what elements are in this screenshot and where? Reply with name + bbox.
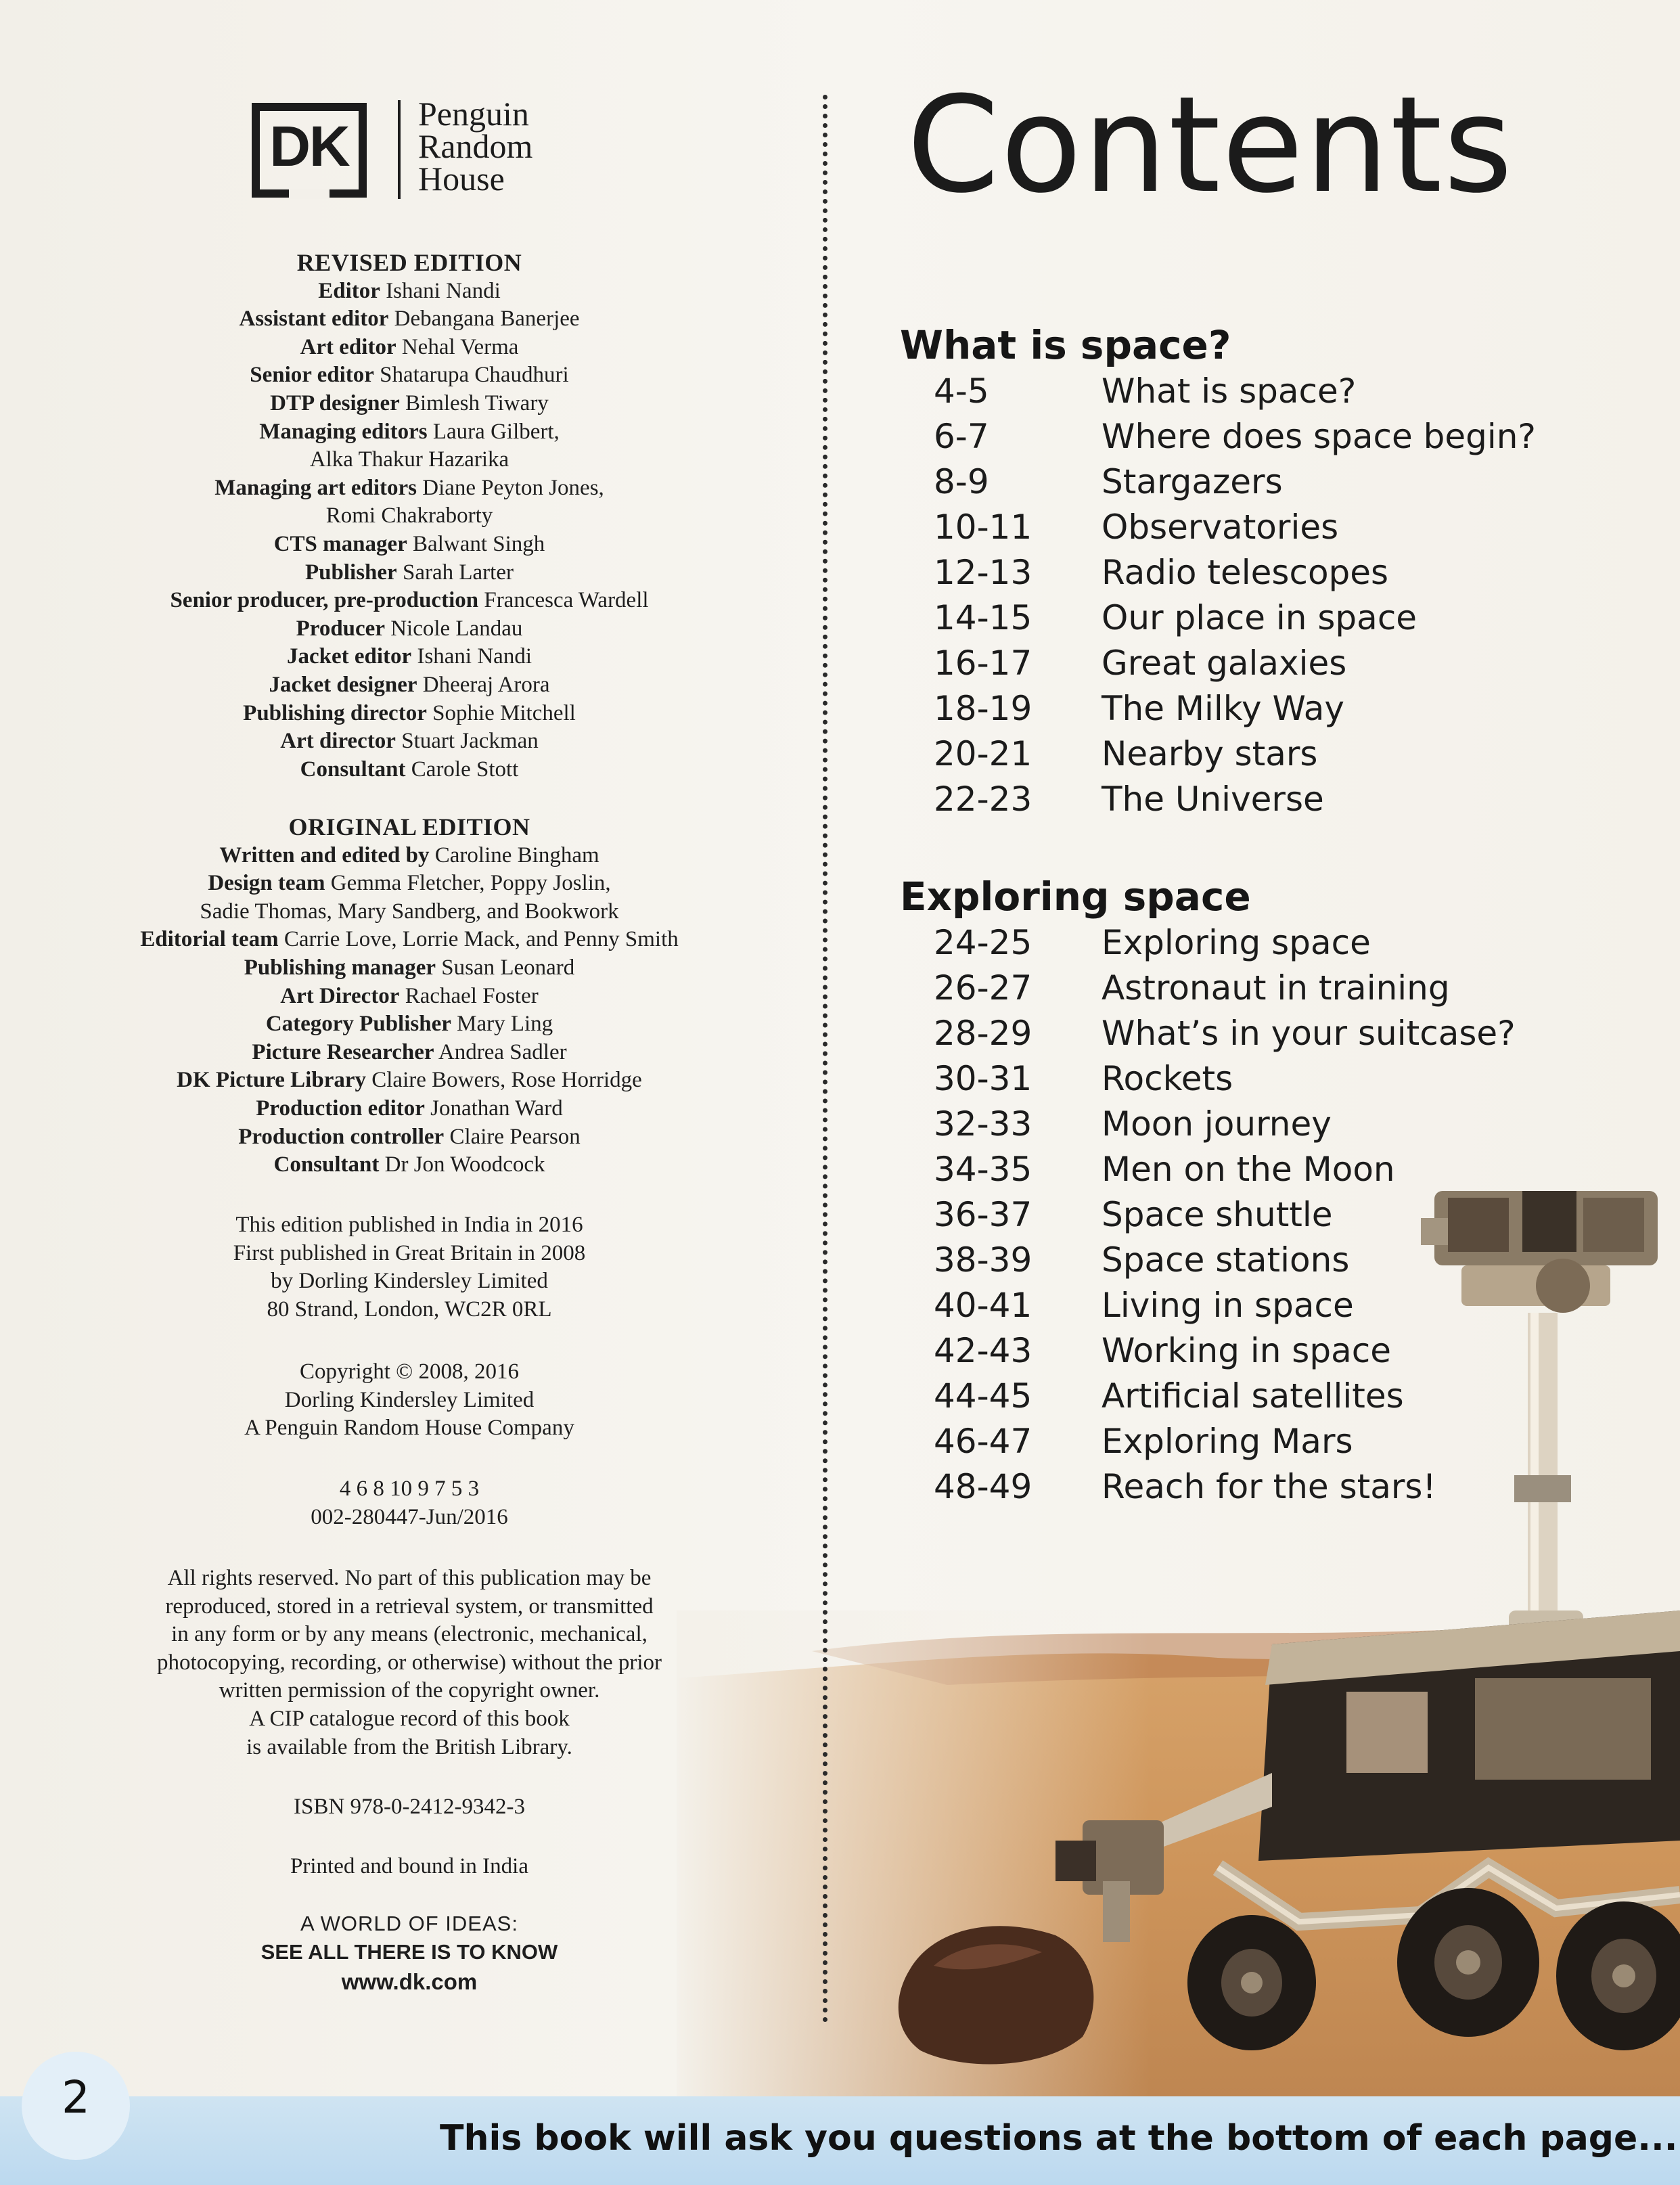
contents-title: Contents — [907, 68, 1514, 223]
toc-page-range: 24-25 — [934, 923, 1032, 962]
toc-entry[interactable] — [900, 369, 1357, 414]
toc-page-range: 12-13 — [934, 553, 1032, 592]
credit-name: Stuart Jackman — [401, 729, 539, 754]
toc-page-range: 32-33 — [934, 1104, 1032, 1144]
credit-role: Production controller — [238, 1124, 445, 1149]
credit-line — [61, 1066, 758, 1095]
credit-name: Susan Leonard — [441, 955, 575, 980]
credit-name: Carrie Love, Lorrie Mack, and Penny Smith — [283, 927, 679, 952]
credit-name: Jonathan Ward — [430, 1096, 563, 1121]
toc-entry-title: Nearby stars — [1102, 734, 1318, 773]
credit-role: DK Picture Library — [177, 1068, 366, 1093]
credit-line — [61, 418, 758, 447]
toc-page-range: 40-41 — [934, 1286, 1032, 1325]
toc-entry[interactable] — [900, 1283, 1354, 1328]
print-line-number: 4 6 8 10 9 7 5 3 — [339, 1477, 480, 1501]
toc-page-range: 20-21 — [934, 734, 1032, 773]
credit-name: Nicole Landau — [390, 616, 523, 641]
credit-name: Mary Ling — [457, 1012, 553, 1037]
credit-line — [61, 842, 758, 870]
credit-name: Shatarupa Chaudhuri — [380, 363, 569, 388]
toc-page-range: 36-37 — [934, 1195, 1032, 1234]
toc-page-range: 46-47 — [934, 1422, 1032, 1461]
credit-role: Jacket designer — [269, 672, 417, 697]
credit-line — [61, 954, 758, 983]
toc-entry-title: Space stations — [1102, 1240, 1350, 1280]
credit-name: Sophie Mitchell — [432, 700, 576, 725]
credit-name: Ishani Nandi — [417, 644, 532, 669]
credit-name: Caroline Bingham — [434, 842, 599, 868]
copyright-line: Copyright © 2008, 2016 — [300, 1359, 519, 1384]
credit-line — [61, 671, 758, 700]
print-codes — [61, 1475, 758, 1531]
rights-line: is available from the British Library. — [246, 1734, 572, 1759]
publisher-logo — [252, 89, 631, 204]
credit-name: Sarah Larter — [402, 560, 514, 585]
credit-name: Rachael Foster — [405, 983, 539, 1008]
credit-name: Dheeraj Arora — [422, 672, 550, 697]
original-edition-credits — [61, 813, 758, 1179]
toc-page-range: 48-49 — [934, 1467, 1032, 1506]
credit-name: Claire Pearson — [449, 1124, 581, 1149]
credit-role: Senior producer, pre-production — [170, 588, 479, 613]
toc-entry[interactable] — [900, 731, 1318, 777]
rights-line: reproduced, stored in a retrieval system, or transmitted — [165, 1594, 654, 1619]
credit-role: Written and edited by — [219, 842, 430, 868]
toc-page-range: 26-27 — [934, 968, 1032, 1008]
toc-page-range: 14-15 — [934, 598, 1032, 637]
credit-name: Claire Bowers, Rose Horridge — [371, 1068, 642, 1093]
credit-name: Nehal Verma — [401, 334, 519, 359]
question-banner-text: This book will ask you questions at the bottom of each page... — [440, 2118, 1678, 2159]
credit-line — [61, 643, 758, 671]
toc-section-what-is-space — [900, 321, 1536, 822]
rights-line: photocopying, recording, or otherwise) without the prior — [157, 1650, 662, 1675]
printed-in: Printed and bound in India — [290, 1854, 528, 1878]
credit-line — [61, 502, 758, 531]
toc-entry[interactable] — [900, 550, 1389, 595]
toc-entry[interactable] — [900, 505, 1339, 550]
credit-name: Bimlesh Tiwary — [405, 390, 549, 415]
toc-entry[interactable] — [900, 1328, 1391, 1374]
publication-info — [61, 1211, 758, 1324]
credit-role: Picture Researcher — [252, 1039, 434, 1064]
toc-entry-title: Where does space begin? — [1102, 417, 1536, 456]
credit-role: Editorial team — [140, 927, 279, 952]
isbn: ISBN 978-0-2412-9342-3 — [294, 1795, 525, 1819]
toc-page-range: 30-31 — [934, 1059, 1032, 1098]
copyright-line: A Penguin Random House Company — [244, 1416, 574, 1441]
credit-line — [61, 361, 758, 390]
toc-entry-title: The Milky Way — [1102, 689, 1344, 728]
toc-entry-title: Artificial satellites — [1102, 1376, 1404, 1416]
original-edition-heading: ORIGINAL EDITION — [288, 813, 530, 840]
toc-entry[interactable] — [900, 1374, 1404, 1419]
credit-role: Consultant — [273, 1152, 380, 1177]
toc-entry[interactable] — [900, 1419, 1353, 1464]
rights-line: written permission of the copyright owner. — [219, 1678, 600, 1703]
credit-role: Senior editor — [250, 363, 374, 388]
toc-entry[interactable] — [900, 414, 1536, 459]
credit-role: Category Publisher — [265, 1012, 451, 1037]
credit-role: Design team — [208, 871, 325, 896]
credit-role: Jacket editor — [287, 644, 412, 669]
credit-line — [61, 1151, 758, 1179]
revised-edition-credits — [61, 249, 758, 784]
credit-line — [61, 531, 758, 559]
toc-entry[interactable] — [900, 1192, 1333, 1238]
toc-page-range: 44-45 — [934, 1376, 1032, 1416]
credit-name: Carole Stott — [411, 757, 519, 782]
section-title: What is space? — [900, 322, 1231, 368]
slogan-line-2: SEE ALL THERE IS TO KNOW — [260, 1940, 558, 1964]
slogan-line-1: A WORLD OF IDEAS: — [300, 1912, 518, 1935]
credit-line — [61, 615, 758, 644]
toc-page-range: 42-43 — [934, 1331, 1032, 1370]
dk-slogan — [61, 1910, 758, 1966]
toc-entry-title: Space shuttle — [1102, 1195, 1333, 1234]
toc-entry[interactable] — [900, 1102, 1332, 1147]
toc-entry-title: Working in space — [1102, 1331, 1391, 1370]
credit-line — [61, 334, 758, 362]
toc-entry[interactable] — [900, 1464, 1436, 1510]
toc-page-range: 28-29 — [934, 1014, 1032, 1053]
credit-role: Consultant — [300, 757, 406, 782]
copyright-line: Dorling Kindersley Limited — [284, 1387, 535, 1412]
penguin-random-house-wordmark — [418, 95, 533, 198]
wordmark-line: Random — [418, 127, 533, 165]
wordmark-line: House — [418, 160, 505, 198]
toc-entry[interactable] — [900, 1238, 1350, 1283]
toc-page-range: 10-11 — [934, 508, 1032, 547]
credit-name: Diane Peyton Jones, — [422, 475, 604, 500]
rights-notice — [61, 1564, 758, 1761]
toc-entry-title: Moon journey — [1102, 1104, 1332, 1144]
toc-entry[interactable] — [900, 777, 1324, 822]
toc-entry-title: Rockets — [1102, 1059, 1233, 1098]
toc-page-range: 4-5 — [934, 371, 989, 411]
credit-role: CTS manager — [273, 531, 407, 556]
credit-name: Francesca Wardell — [484, 588, 649, 613]
credit-role: Publisher — [305, 560, 397, 585]
credit-name: Andrea Sadler — [438, 1039, 567, 1064]
toc-entry[interactable] — [900, 1011, 1516, 1056]
credit-line — [61, 727, 758, 756]
toc-entry-title: Exploring space — [1102, 923, 1371, 962]
credit-role: Editor — [318, 278, 380, 303]
credit-name: Sadie Thomas, Mary Sandberg, and Bookwork — [200, 899, 619, 924]
credit-role: Publishing director — [243, 700, 427, 725]
credit-line — [61, 756, 758, 784]
wordmark-line: Penguin — [418, 95, 529, 133]
credit-name: Balwant Singh — [413, 531, 545, 556]
copyright-info — [61, 1358, 758, 1443]
credit-name: Laura Gilbert, — [432, 419, 560, 444]
credit-role: DTP designer — [270, 390, 400, 415]
credit-name: Romi Chakraborty — [325, 503, 493, 528]
print-job-code: 002-280447-Jun/2016 — [311, 1504, 508, 1529]
toc-entry-title: Radio telescopes — [1102, 553, 1389, 592]
page-number: 2 — [62, 2071, 90, 2123]
column-divider — [823, 95, 827, 2023]
toc-entry-title: Men on the Moon — [1102, 1150, 1395, 1189]
credit-line — [61, 587, 758, 615]
toc-entry[interactable] — [900, 1147, 1395, 1192]
credit-name: Debangana Banerjee — [394, 307, 580, 332]
credit-line — [61, 700, 758, 728]
website-link[interactable]: www.dk.com — [341, 1969, 478, 1994]
toc-entry[interactable] — [900, 641, 1347, 686]
toc-entry-title: Exploring Mars — [1102, 1422, 1353, 1461]
credit-line — [61, 898, 758, 926]
toc-entry-title: Living in space — [1102, 1286, 1354, 1325]
toc-entry[interactable] — [900, 1056, 1251, 1102]
credit-line — [61, 1095, 758, 1123]
credit-line — [61, 474, 758, 503]
toc-entry-title: Our place in space — [1102, 598, 1417, 637]
credit-line — [61, 446, 758, 474]
toc-page-range: 18-19 — [934, 689, 1032, 728]
toc-entry[interactable] — [900, 595, 1417, 641]
credit-name: Gemma Fletcher, Poppy Joslin, — [330, 871, 611, 896]
rights-line: in any form or by any means (electronic, mechanical, — [171, 1622, 648, 1647]
credit-role: Art Director — [280, 983, 400, 1008]
section-title: Exploring space — [900, 874, 1251, 920]
publication-line: by Dorling Kindersley Limited — [271, 1269, 548, 1294]
toc-entry-title: Reach for the stars! — [1102, 1467, 1436, 1506]
credit-role: Producer — [296, 616, 385, 641]
credit-role: Production editor — [256, 1096, 425, 1121]
credit-role: Art editor — [300, 334, 396, 359]
credit-line — [61, 983, 758, 1011]
credit-role: Art director — [280, 729, 396, 754]
toc-page-range: 38-39 — [934, 1240, 1032, 1280]
toc-page-range: 6-7 — [934, 417, 989, 456]
credit-line — [61, 305, 758, 334]
toc-entry[interactable] — [900, 686, 1344, 731]
credit-line — [61, 870, 758, 898]
credit-line — [61, 1123, 758, 1152]
toc-entry-title: The Universe — [1102, 780, 1324, 819]
toc-page-range: 34-35 — [934, 1150, 1032, 1189]
credit-line — [61, 926, 758, 954]
credit-name: Dr Jon Woodcock — [384, 1152, 545, 1177]
publication-line: First published in Great Britain in 2008 — [233, 1240, 586, 1265]
credit-line — [61, 559, 758, 587]
toc-page-range: 8-9 — [934, 462, 989, 501]
credit-name: Ishani Nandi — [386, 278, 501, 303]
toc-entry-title: Observatories — [1102, 508, 1339, 547]
logo-divider — [398, 100, 401, 199]
credit-line — [61, 1010, 758, 1039]
toc-entry-title: What’s in your suitcase? — [1102, 1014, 1516, 1053]
rights-line: A CIP catalogue record of this book — [249, 1706, 570, 1731]
credit-name: Alka Thakur Hazarika — [309, 447, 509, 472]
toc-entry[interactable] — [900, 459, 1283, 505]
credit-line — [61, 277, 758, 306]
toc-entry-title: Stargazers — [1102, 462, 1283, 501]
revised-edition-heading: REVISED EDITION — [296, 249, 522, 276]
credit-line — [61, 1039, 758, 1067]
toc-page-range: 16-17 — [934, 644, 1032, 683]
credit-role: Managing art editors — [214, 475, 417, 500]
toc-section-exploring-space — [900, 873, 1516, 1510]
credit-role: Managing editors — [259, 419, 428, 444]
rights-line: All rights reserved. No part of this publication may be — [167, 1566, 652, 1590]
credit-role: Publishing manager — [244, 955, 436, 980]
publication-line: 80 Strand, London, WC2R 0RL — [267, 1297, 552, 1322]
dk-logo-mark: DK — [252, 103, 367, 198]
credit-line — [61, 390, 758, 418]
toc-page-range: 22-23 — [934, 780, 1032, 819]
toc-entry-title: Astronaut in training — [1102, 968, 1450, 1008]
toc-entry[interactable] — [900, 966, 1450, 1011]
toc-entry[interactable] — [900, 920, 1371, 966]
toc-entry-title: Great galaxies — [1102, 644, 1347, 683]
publication-line: This edition published in India in 2016 — [235, 1213, 583, 1237]
credit-role: Assistant editor — [239, 307, 389, 332]
toc-entry-title: What is space? — [1102, 371, 1357, 411]
